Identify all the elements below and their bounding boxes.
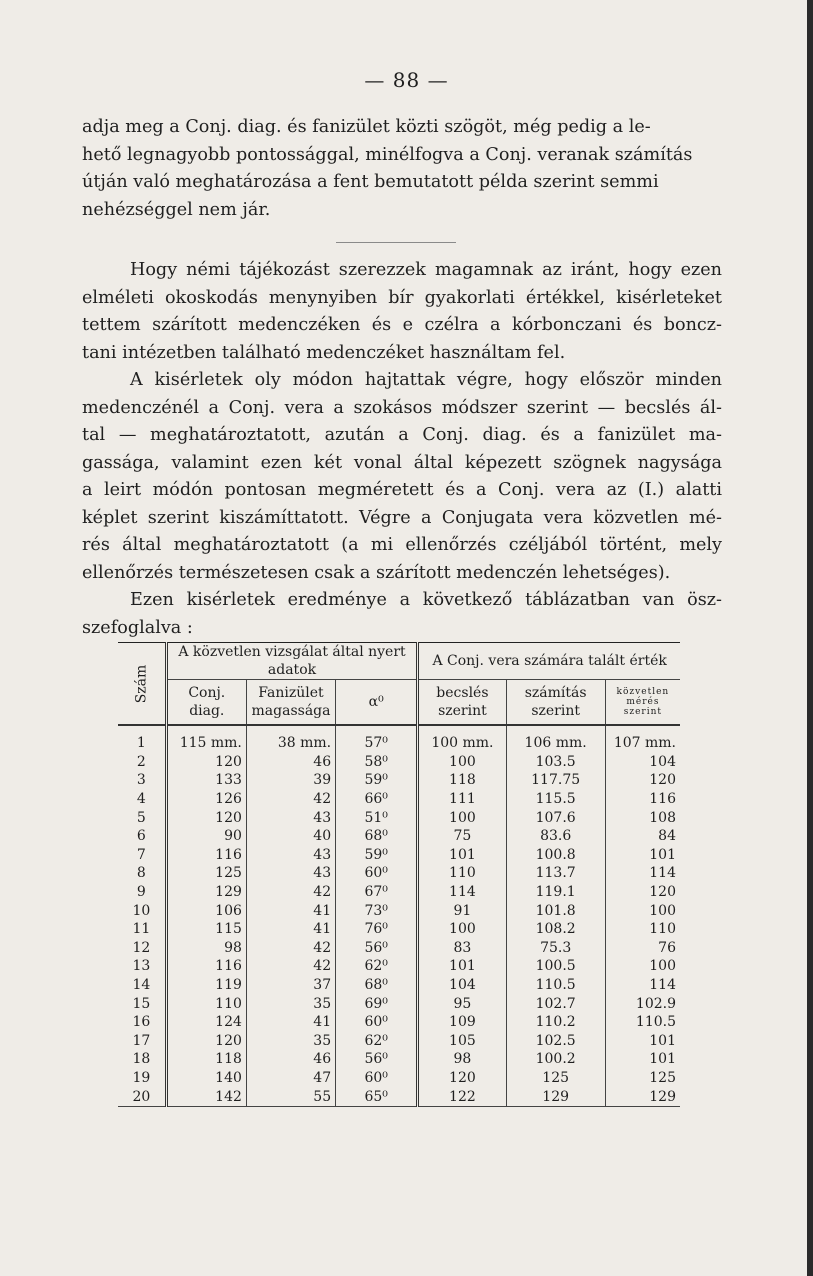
kozvetlen-cell: 100 <box>605 957 680 976</box>
fanizulet-cell: 41 <box>246 920 335 939</box>
kozvetlen-cell: 84 <box>605 827 680 846</box>
alpha-cell: 68⁰ <box>336 827 418 846</box>
conj-diag-cell: 98 <box>166 939 246 958</box>
conj-diag-cell: 106 <box>166 901 246 920</box>
row-number: 11 <box>132 921 151 938</box>
szamitas-cell: 103.5 <box>506 753 605 772</box>
szam-header: Szám <box>118 643 166 726</box>
szamitas-cell: 117.75 <box>506 771 605 790</box>
row-number: 16 <box>132 1014 151 1031</box>
alpha-cell: 56⁰ <box>336 939 418 958</box>
alpha-cell: 73⁰ <box>336 901 418 920</box>
row-number: 20 <box>118 1087 166 1106</box>
fanizulet-cell: 42 <box>246 790 335 809</box>
conj-diag-cell: 142 <box>166 1087 246 1106</box>
text-line: útján való meghatározása a fent bemutatott példa szerint semmi <box>82 172 659 192</box>
row-number: 5 <box>136 809 146 826</box>
szamitas-cell: 107.6 <box>506 808 605 827</box>
becsles-cell: 91 <box>418 901 506 920</box>
table-row <box>118 883 680 902</box>
kozvetlen-cell: 101 <box>605 846 680 865</box>
fanizulet-cell: 41 <box>246 1013 335 1032</box>
szamitas-cell: 110.2 <box>506 1013 605 1032</box>
table-row <box>118 1050 680 1069</box>
fanizulet-cell: 43 <box>246 846 335 865</box>
row-number: 17 <box>132 1032 151 1049</box>
row-number: 3 <box>136 772 146 789</box>
kozvetlen-cell: 125 <box>605 1069 680 1088</box>
alpha-cell: 62⁰ <box>336 1032 418 1051</box>
table-row <box>118 808 680 827</box>
row-number: 1 <box>136 735 146 752</box>
becsles-cell: 100 mm. <box>418 725 506 753</box>
szamitas-header: számítás szerint <box>506 680 605 726</box>
conj-diag-cell: 126 <box>166 790 246 809</box>
fanizulet-cell: 38 mm. <box>246 725 335 753</box>
kozvetlen-cell: 101 <box>605 1032 680 1051</box>
kozvetlen-cell: 120 <box>605 771 680 790</box>
becsles-cell: 114 <box>418 883 506 902</box>
row-number: 19 <box>132 1069 151 1086</box>
becsles-cell: 83 <box>418 939 506 958</box>
becsles-cell: 98 <box>418 1050 506 1069</box>
conj-diag-cell: 118 <box>166 1050 246 1069</box>
page-edge <box>807 0 813 1276</box>
row-number: 4 <box>136 791 146 808</box>
conj-diag-cell: 125 <box>166 864 246 883</box>
table-row <box>118 771 680 790</box>
szamitas-cell: 129 <box>506 1087 605 1106</box>
kozvetlen-cell: 120 <box>605 883 680 902</box>
szamitas-cell: 113.7 <box>506 864 605 883</box>
row-number: 8 <box>136 865 146 882</box>
text-line: rés által meghatároztatott (a mi ellenőrzés czéljából történt, mely <box>82 535 722 555</box>
szamitas-cell: 102.7 <box>506 994 605 1013</box>
fanizulet-cell: 37 <box>246 976 335 995</box>
table-row <box>118 753 680 772</box>
paragraph-1 <box>82 114 722 224</box>
text-line: ellenőrzés természetesen csak a szárított medenczén lehetséges). <box>82 562 671 583</box>
conj-diag-cell: 140 <box>166 1069 246 1088</box>
alpha-cell: 60⁰ <box>336 1069 418 1088</box>
text-line: A kisérletek oly módon hajtattak végre, hogy először minden <box>130 370 722 390</box>
conj-diag-header: Conj. diag. <box>166 680 246 726</box>
text-line: Hogy némi tájékozást szerezzek magamnak az iránt, hogy ezen <box>130 260 722 280</box>
alpha-cell: 56⁰ <box>336 1050 418 1069</box>
conj-diag-cell: 90 <box>166 827 246 846</box>
kozvetlen-cell: 100 <box>605 901 680 920</box>
alpha-cell: 60⁰ <box>336 1013 418 1032</box>
row-number: 7 <box>136 846 146 863</box>
text-line: medenczénél a Conj. vera a szokásos módszer szerint — becslés ál- <box>82 397 722 418</box>
row-number: 14 <box>132 977 151 994</box>
table-row <box>118 994 680 1013</box>
becsles-cell: 118 <box>418 771 506 790</box>
alpha-cell: 58⁰ <box>336 753 418 772</box>
fanizulet-cell: 39 <box>246 771 335 790</box>
section-divider <box>336 242 456 243</box>
alpha-header: α⁰ <box>336 680 418 726</box>
paragraph-2 <box>82 257 722 642</box>
szamitas-cell: 101.8 <box>506 901 605 920</box>
becsles-cell: 75 <box>418 827 506 846</box>
szamitas-cell: 110.5 <box>506 976 605 995</box>
alpha-cell: 66⁰ <box>336 790 418 809</box>
row-number: 13 <box>132 958 151 975</box>
table-row <box>118 725 680 753</box>
szamitas-cell: 100.2 <box>506 1050 605 1069</box>
fanizulet-cell: 42 <box>246 939 335 958</box>
conj-diag-cell: 119 <box>166 976 246 995</box>
conj-diag-cell: 120 <box>166 1032 246 1051</box>
text-line: tani intézetben található medenczéket használtam fel. <box>82 342 566 363</box>
table-row <box>118 864 680 883</box>
text-line: a leirt módón pontosan megméretett és a Conj. vera az (I.) alatti <box>82 480 722 500</box>
text-line: Ezen kisérletek eredménye a következő táblázatban van ösz- <box>130 590 722 610</box>
row-number: 12 <box>132 939 151 956</box>
alpha-cell: 76⁰ <box>336 920 418 939</box>
kozvetlen-cell: 129 <box>605 1087 680 1106</box>
text-line: nehézséggel nem jár. <box>82 199 271 220</box>
alpha-cell: 67⁰ <box>336 883 418 902</box>
fanizulet-cell: 35 <box>246 1032 335 1051</box>
conj-diag-cell: 116 <box>166 957 246 976</box>
conj-diag-cell: 124 <box>166 1013 246 1032</box>
szamitas-cell: 119.1 <box>506 883 605 902</box>
szamitas-cell: 108.2 <box>506 920 605 939</box>
szamitas-cell: 125 <box>506 1069 605 1088</box>
table-row <box>118 846 680 865</box>
text-line: hető legnagyobb pontossággal, minélfogva a Conj. veranak számítás <box>82 144 693 165</box>
becsles-cell: 100 <box>418 920 506 939</box>
table-row <box>118 1069 680 1088</box>
fanizulet-cell: 42 <box>246 883 335 902</box>
row-number: 10 <box>132 902 151 919</box>
fanizulet-cell: 40 <box>246 827 335 846</box>
text-line: tettem szárított medenczéken és e czélra a kórbonczani és boncz- <box>82 315 722 335</box>
alpha-cell: 59⁰ <box>336 771 418 790</box>
becsles-cell: 105 <box>418 1032 506 1051</box>
table-row <box>118 957 680 976</box>
becsles-cell: 122 <box>418 1087 506 1106</box>
kozvetlen-cell: 110 <box>605 920 680 939</box>
table-row <box>118 1032 680 1051</box>
szamitas-cell: 115.5 <box>506 790 605 809</box>
becsles-cell: 101 <box>418 846 506 865</box>
kozvetlen-cell: 108 <box>605 808 680 827</box>
fanizulet-cell: 43 <box>246 808 335 827</box>
kozvetlen-cell: 76 <box>605 939 680 958</box>
becsles-cell: 95 <box>418 994 506 1013</box>
kozvetlen-cell: 104 <box>605 753 680 772</box>
fanizulet-cell: 35 <box>246 994 335 1013</box>
szamitas-cell: 102.5 <box>506 1032 605 1051</box>
szamitas-cell: 100.5 <box>506 957 605 976</box>
table-row <box>118 976 680 995</box>
becsles-cell: 111 <box>418 790 506 809</box>
conj-diag-cell: 116 <box>166 846 246 865</box>
text-line: képlet szerint kiszámíttatott. Végre a Conjugata vera közvetlen mé- <box>82 507 722 528</box>
becsles-cell: 100 <box>418 808 506 827</box>
row-number: 2 <box>136 753 146 770</box>
group-header-conj-vera: A Conj. vera számára talált érték <box>418 643 680 680</box>
kozvetlen-cell: 101 <box>605 1050 680 1069</box>
row-number: 9 <box>136 884 146 901</box>
table-row <box>118 1087 680 1106</box>
text-line: gassága, valamint ezen két vonal által képezett szögnek nagysága <box>82 452 722 473</box>
becsles-header: becslés szerint <box>418 680 506 726</box>
kozvetlen-cell: 114 <box>605 864 680 883</box>
conj-diag-cell: 120 <box>166 808 246 827</box>
measurement-table <box>118 642 680 1107</box>
table-row <box>118 827 680 846</box>
table-row <box>118 790 680 809</box>
row-number: 15 <box>132 995 151 1012</box>
fanizulet-cell: 42 <box>246 957 335 976</box>
fanizulet-cell: 43 <box>246 864 335 883</box>
table-row <box>118 920 680 939</box>
text-line: tal — meghatároztatott, azután a Conj. diag. és a fanizület ma- <box>82 425 722 445</box>
conj-diag-cell: 120 <box>166 753 246 772</box>
kozvetlen-cell: 110.5 <box>605 1013 680 1032</box>
alpha-cell: 51⁰ <box>336 808 418 827</box>
becsles-cell: 110 <box>418 864 506 883</box>
table-row <box>118 1013 680 1032</box>
alpha-cell: 57⁰ <box>336 725 418 753</box>
fanizulet-header: Fanizület magassága <box>246 680 335 726</box>
kozvetlen-cell: 114 <box>605 976 680 995</box>
text-line: adja meg a Conj. diag. és fanizület közti szögöt, még pedig a le- <box>82 117 651 137</box>
text-line: szefoglalva : <box>82 617 193 638</box>
table-body <box>118 725 680 1106</box>
kozvetlen-cell: 102.9 <box>605 994 680 1013</box>
table-row <box>118 939 680 958</box>
alpha-cell: 59⁰ <box>336 846 418 865</box>
alpha-cell: 69⁰ <box>336 994 418 1013</box>
page-number: — 88 — <box>364 68 449 92</box>
kozvetlen-cell: 107 mm. <box>605 725 680 753</box>
text-line: elméleti okoskodás menynyiben bír gyakorlati értékkel, kisérleteket <box>82 287 722 308</box>
conj-diag-cell: 115 <box>166 920 246 939</box>
alpha-cell: 60⁰ <box>336 864 418 883</box>
szamitas-cell: 100.8 <box>506 846 605 865</box>
table-row <box>118 901 680 920</box>
becsles-cell: 120 <box>418 1069 506 1088</box>
fanizulet-cell: 41 <box>246 901 335 920</box>
conj-diag-cell: 115 mm. <box>166 725 246 753</box>
group-header-direct: A közvetlen vizsgálat által nyert adatok <box>166 643 418 680</box>
fanizulet-cell: 46 <box>246 753 335 772</box>
becsles-cell: 104 <box>418 976 506 995</box>
row-number: 6 <box>136 828 146 845</box>
kozvetlen-cell: 116 <box>605 790 680 809</box>
szamitas-cell: 83.6 <box>506 827 605 846</box>
szamitas-cell: 75.3 <box>506 939 605 958</box>
alpha-cell: 68⁰ <box>336 976 418 995</box>
szamitas-cell: 106 mm. <box>506 725 605 753</box>
kozvetlen-header: közvetlen mérés szerint <box>605 680 680 726</box>
conj-diag-cell: 133 <box>166 771 246 790</box>
becsles-cell: 100 <box>418 753 506 772</box>
row-number: 18 <box>132 1051 151 1068</box>
fanizulet-cell: 55 <box>246 1087 335 1106</box>
fanizulet-cell: 46 <box>246 1050 335 1069</box>
alpha-cell: 62⁰ <box>336 957 418 976</box>
conj-diag-cell: 129 <box>166 883 246 902</box>
becsles-cell: 101 <box>418 957 506 976</box>
becsles-cell: 109 <box>418 1013 506 1032</box>
fanizulet-cell: 47 <box>246 1069 335 1088</box>
alpha-cell: 65⁰ <box>336 1087 418 1106</box>
conj-diag-cell: 110 <box>166 994 246 1013</box>
